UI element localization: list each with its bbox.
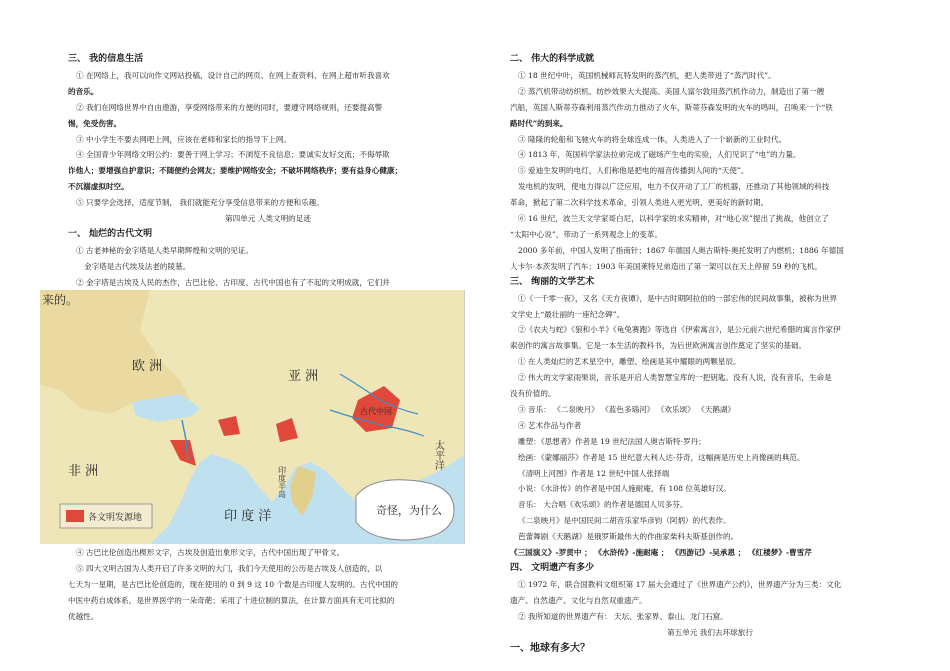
left-text-line: 不沉溺虚拟时空。 — [68, 182, 129, 192]
left-text-line: 一、 灿烂的古代文明 — [68, 228, 153, 239]
right-text-line: ④ 1813 年，英国科学家法拉弟完成了磁场产生电的实验，人们见识了“电”的力量。 — [518, 150, 801, 160]
right-text-line: 第五单元 我们去环球旅行 — [667, 627, 753, 637]
right-text-line: ②《农夫与蛇》《狼和小羊》《龟兔赛跑》等选自《伊索寓言》，是公元前六世纪希腊的寓言作家伊 — [518, 325, 841, 335]
ancient-civilizations-map — [40, 290, 465, 544]
right-text-line: ①《一千零一夜》，又名《天方夜谭》，是中古时期阿拉伯的一部宏伟的民间故事集，被称为世界 — [518, 293, 837, 303]
right-text-line: ⑥ 16 世纪，波兰天文学家哥白尼，以科学家的求实精神，对“地心说”提出了挑战，他创立了 — [518, 214, 829, 224]
left-text-line: 三、 我的信息生活 — [68, 54, 144, 64]
label-indian-ocean: 印 度 洋 — [224, 509, 272, 524]
right-text-line: 《二泉映月》是中国民间二胡音乐家华彦钧（阿炳）的代表作。 — [518, 516, 731, 526]
right-text-line: 汽船，英国人斯蒂芬森利用蒸汽作动力推动了火车，斯蒂芬森发明的火车的鸣叫，召唤来一个“铁 — [510, 102, 833, 112]
label-ancient-china: 古代中国 — [360, 407, 392, 416]
right-text-line: 发电机的发明，使电力得以广泛应用，电力不仅开动了工厂的机器，还推动了其他领域的科技 — [518, 182, 830, 192]
right-text-line: “太阳中心说”，带动了一系列观念上的变革。 — [510, 229, 663, 239]
legend-label: 各文明发源地 — [88, 513, 143, 523]
left-text-line: ② 金字塔是古埃及人民的杰作，古巴比伦、古印度、古代中国也有了不起的文明成就，它们并 — [76, 277, 390, 287]
map-svg — [40, 290, 464, 544]
legend-swatch — [66, 510, 84, 522]
right-text-line: 人卡尔·本茨发明了汽车；1903 年美国莱特兄弟造出了第一架可以在天上停留 59 秒的飞机。 — [510, 261, 823, 271]
right-text-line: ④ 艺术作品与作者 — [518, 420, 582, 430]
right-column — [510, 52, 910, 656]
right-text-line: ② 我所知道的世界遗产有： 天坛、张家界、泰山、龙门石窟。 — [518, 611, 728, 621]
left-text-line: 优越性。 — [68, 611, 99, 621]
right-text-line: ① 在人类灿烂的艺术星空中，雕塑、绘画是其中耀眼的两颗星辰。 — [518, 357, 741, 367]
right-text-line: 四、 文明遗产有多少 — [510, 563, 595, 573]
bubble-text: 奇怪，为什么 — [376, 504, 442, 517]
label-indian-peninsula: 印度半岛 — [277, 466, 287, 498]
left-text-line: ⑤ 四大文明古国为人类开启了许多文明的大门，我们今天使用的公历是古埃及人创造的，以 — [76, 564, 383, 573]
right-text-line: 小说：《水浒传》的作者是中国人施耐庵，有 108 位英雄好汉。 — [518, 484, 731, 494]
right-text-line: ③ 隆隆的轮船和飞驰火车的将全球连成一体，人类进入了一个崭新的工业时代。 — [518, 134, 787, 144]
right-text-line: 2000 多年前，中国人发明了指南针；1867 年德国人奥古斯特·奥托发明了内燃机；1886 年德国 — [518, 245, 844, 255]
label-europe: 欧 洲 — [132, 359, 163, 374]
left-text-line: ④ 古巴比伦创造出楔形文字，古埃及创造出象形文字，古代中国出现了甲骨文。 — [76, 548, 345, 558]
label-africa: 非 洲 — [68, 464, 99, 479]
right-text-line: ③ 音乐： 《二泉映月》 《蓝色多瑙河》 《欢乐颂》 《天鹅湖》 — [518, 404, 736, 414]
left-text-line: 的音乐。 — [68, 86, 99, 96]
left-text-line: 中医中药自成体系，是世界医学的一朵奇葩；采用了十进位制的算法，在计算方面具有无可比拟的 — [68, 595, 395, 605]
right-text-line: 芭蕾舞剧《天鹅湖》是俄罗斯最伟大的作曲家柴科夫斯基创作的。 — [518, 532, 739, 542]
right-text-line: 索创作的寓言故事集。它是一本生活的教科书，为后世欧洲寓言创作奠定了坚实的基础。 — [510, 341, 807, 351]
right-text-line: 音乐： 大合唱《欢乐颂》的作者是德国人贝多芬。 — [518, 500, 688, 510]
right-text-line: ① 1972 年，联合国教科文组织第 17 届大会通过了《世界遗产公约》，世界遗产分为三类：文化 — [518, 579, 842, 589]
left-text-line: 七天为一星期，是古巴比伦创造的，现在使用的 0 到 9 这 10 个数是古印度人发明的。古代中国的 — [68, 579, 398, 589]
right-text-line: 《清明上河图》作者是 12 世纪中国人张择端 — [518, 468, 670, 478]
right-text-line: ② 伟大的文学家雨果说，音乐是开启人类智慧宝库的一把钥匙。没有人说，没有音乐，生命是 — [518, 373, 832, 383]
left-text-line: 惕，免受伤害。 — [68, 118, 122, 128]
right-text-line: 文学史上“最壮丽的一座纪念碑”。 — [510, 309, 625, 319]
right-text-line: 二、 伟大的科学成就 — [510, 54, 595, 64]
left-text-line: ③ 中小学生不要去网吧上网，应该在老师和家长的指导下上网。 — [76, 134, 292, 144]
right-text-line: 绘画：《蒙娜丽莎》作者是 15 世纪意大利人达·芬奇，这幅画是历史上肖像画的典范。 — [518, 452, 805, 462]
left-text-line: 第四单元 人类文明的足迹 — [225, 214, 311, 224]
right-text-line: 三、 绚丽的文学艺术 — [510, 276, 595, 287]
left-text-line: ④ 全国青少年网络文明公约：要善于网上学习；不浏览不良信息；要诚实友好交流；不侮辱欺 — [76, 150, 390, 160]
left-text-line: ① 古老神秘的金字塔是人类早期辉煌和文明的见证。 — [76, 245, 254, 255]
label-pacific: 太平洋 — [432, 440, 444, 470]
left-text-line: ⑤ 只要学会选择，适度节制， 我们就能充分享受信息带来的方便和乐趣。 — [76, 198, 324, 208]
right-text-line: ② 蒸汽机带动纺织机、纺纱效果大大提高。美国人富尔敦用蒸汽机作动力，制造出了第一艘 — [518, 86, 825, 96]
left-text-line: 诈他人；要增强自护意识；不随便约会网友；要维护网络安全；不破坏网络秩序；要有益身心健康； — [68, 166, 403, 176]
right-text-line: 雕塑：《思想者》作者是 19 世纪法国人奥吉斯特·罗丹； — [518, 436, 706, 446]
right-text-line: 《三国演义》-罗贯中 ； 《水浒传》-施耐庵 ； 《西游记》-吴承恩 ； 《红楼梦》-曹雪芹 — [510, 548, 812, 558]
left-text-line: ② 我们在网络世界中自由遨游，享受网络带来的方便的同时，要遵守网络规则，还要提高警 — [76, 102, 383, 112]
left-text-line: 金字塔是古代埃及法老的陵墓。 — [84, 261, 191, 271]
corner-text: 来的。 — [42, 293, 79, 307]
right-text-line: 没有价值的。 — [510, 389, 556, 399]
right-text-line: 遗产、自然遗产、文化与自然双重遗产。 — [510, 595, 647, 605]
label-asia: 亚 洲 — [288, 369, 319, 384]
right-text-line: 路时代”的到来。 — [510, 118, 568, 128]
right-text-line: ① 18 世纪中叶，英国机械师瓦特发明的蒸汽机，把人类带进了“蒸汽时代”。 — [518, 70, 776, 80]
right-text-line: 一、地球有多大？ — [510, 642, 590, 654]
right-text-line: ⑤ 爱迪生发明的电灯，人们称他是把电的福音传播到人间的“天使”。 — [518, 166, 749, 176]
left-text-line: ① 在网络上，我可以向作文网站投稿、设计自己的网页、在网上查资料、在网上超市听我喜欢 — [76, 70, 390, 80]
right-text-line: 革命，掀起了第二次科学技术革命，引领人类进入更光明、更美好的新时期。 — [510, 198, 769, 208]
